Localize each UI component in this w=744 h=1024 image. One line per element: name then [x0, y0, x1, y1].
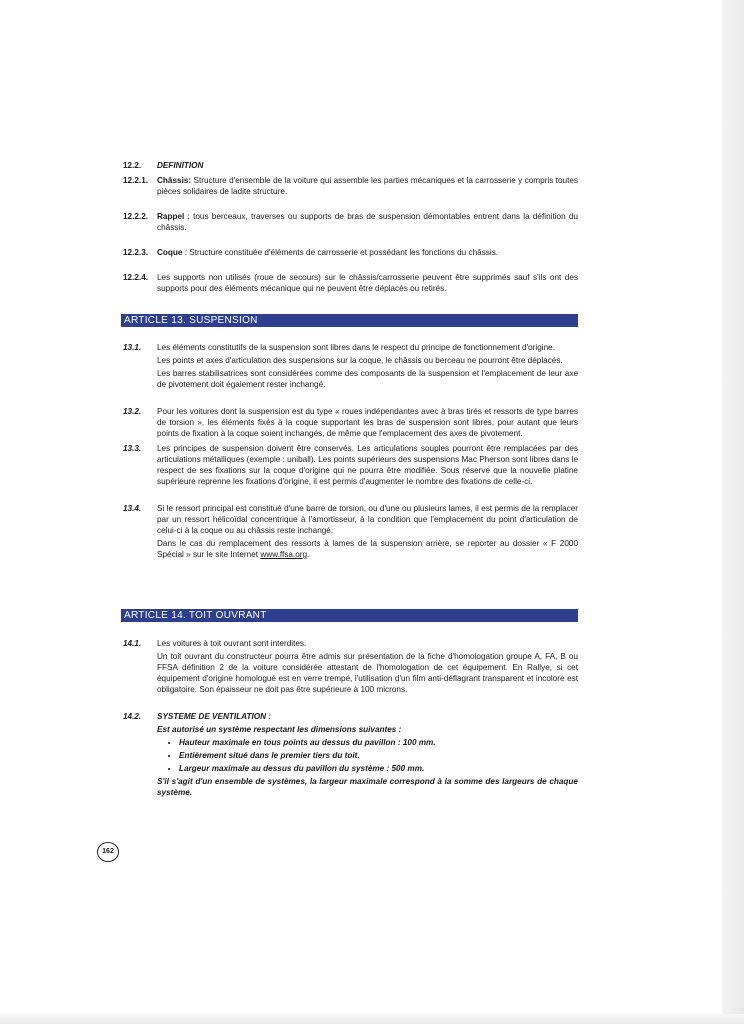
paragraph: Les barres stabilisatrices sont considérées comme des composants de la suspension et l'emplacement de leur axe de pivotement doit également rester inchangé.	[157, 369, 578, 389]
clause-13-3	[123, 443, 578, 489]
clause-number: 13.1.	[123, 343, 142, 352]
article-13-body	[123, 342, 578, 562]
clause-text: Structure d'ensemble de la voiture qui assemble les parties mécaniques et la carrosserie y compris toutes pièces solidaires de ladite structure.	[157, 176, 578, 196]
article-14-body	[123, 638, 578, 800]
term-label: Rappel	[157, 212, 185, 221]
clause-13-1	[123, 342, 578, 392]
clause-number: 12.2.4.	[123, 273, 149, 282]
clause-intro: Est autorisé un système respectant les dimensions suivantes :	[157, 725, 402, 734]
clause-number: 13.4.	[123, 504, 142, 513]
scan-edge-bottom	[0, 1014, 744, 1024]
clause-number: 12.2.3.	[123, 248, 149, 257]
list-item: • Largeur maximale au dessus du pavillon du système : 500 mm.	[179, 763, 578, 774]
clause-text: : tous berceaux, traverses ou supports de bras de suspension démontables entrent dans la définition du châssis.	[157, 212, 578, 232]
paragraph: Les principes de suspension doivent être conservés. Les articulations souples pourront être remplacées par des articulations métalliques (exemple : uniball). Les points supérieurs des suspensions Mac Pherson sont libres dans le respect de ses fixations sur la coque d'origine qui ne pourra être modifiée. Sous réserve que la nouvelle platine supérieure reprenne les fixations d'origine, il est permis d'augmenter le nombre des fixations de celle-ci.	[157, 444, 578, 486]
clause-title: SYSTEME DE VENTILATION :	[157, 712, 272, 721]
clause-number: 13.2.	[123, 407, 142, 416]
term-label: Coque	[157, 248, 183, 257]
clause-text: : Structure constituée d'éléments de carrosserie et possédant les fonctions du châssis.	[182, 248, 499, 257]
page-number: 162	[97, 842, 119, 862]
clause-number: 13.3.	[123, 444, 142, 453]
paragraph: Les éléments constitutifs de la suspension sont libres dans le respect du principe de fonctionnement d'origine.	[157, 343, 555, 352]
clause-number: 14.1.	[123, 639, 142, 648]
paragraph-text: Dans le cas du remplacement des ressorts à lames de la suspension arrière, se reporter au dossier « F 2000 Spécial » sur le site Internet	[157, 539, 578, 559]
clause-12-2-2	[123, 211, 578, 233]
list-item: • Entièrement situé dans le premier tiers du toit.	[179, 750, 578, 761]
section-title: DEFINITION	[157, 161, 204, 170]
clause-13-4	[123, 503, 578, 562]
clause-12-2-3	[123, 247, 578, 258]
ffsa-link[interactable]: www.ffsa.org	[260, 550, 308, 559]
paragraph: Un toit ouvrant du constructeur pourra être admis sur présentation de la fiche d'homologation groupe A, FA, B ou FFSA définition 2 de la voiture considérée attestant de l'homologation de cet équipement. En Rallye, si cet équipement d'origine homologué est en verre trempé, l'utilisation d'un film anti-déflagrant transparent et incolore est obligatoire. Son épaisseur ne doit pas être supérieure à 100 microns.	[157, 652, 578, 694]
article-13-banner: ARTICLE 13. SUSPENSION	[121, 314, 578, 327]
paragraph: Les points et axes d'articulation des suspensions sur la coque, le châssis ou berceau ne pourront être déplacés.	[157, 356, 563, 365]
paragraph-text: .	[307, 550, 310, 559]
clause-13-2	[123, 406, 578, 441]
scan-edge-right	[722, 0, 744, 1024]
clause-text: Les supports non utilisés (roue de secours) sur le châssis/carrosserie peuvent être supprimés sauf s'ils ont des supports pour des éléments mécanique qui ne peuvent être déplacés ou retirés.	[157, 273, 578, 293]
clause-number: 14.2.	[123, 712, 142, 721]
clause-14-1	[123, 638, 578, 697]
clause-12-2-1	[123, 175, 578, 197]
requirements-list	[157, 737, 578, 774]
paragraph	[157, 538, 578, 560]
section-number: 12.2.	[123, 161, 142, 170]
clause-14-2	[123, 711, 578, 800]
clause-closing: S'il s'agit d'un ensemble de systèmes, la largeur maximale correspond à la somme des largeurs de chaque système.	[157, 777, 578, 797]
article-14-banner: ARTICLE 14. TOIT OUVRANT	[121, 609, 578, 622]
clause-12-2-4	[123, 272, 578, 294]
section-12-2	[123, 160, 578, 294]
paragraph: Pour les voitures dont la suspension est du type « roues indépendantes avec à bras tirés et ressorts de type barres de torsion », les éléments fixés à la coque supportant les bras de suspension sont libres, pour autant que leurs points de fixation à la coque soient inchangés, de même que l'emplacement des axes de pivotement.	[157, 407, 578, 438]
clause-number: 12.2.2.	[123, 212, 149, 221]
paragraph: Les voitures à toit ouvrant sont interdites.	[157, 639, 307, 648]
clause-number: 12.2.1.	[123, 176, 149, 185]
paragraph: Si le ressort principal est constitué d'une barre de torsion, ou d'une ou plusieurs lames, il est permis de la remplacer par un ressort hélicoïdal concentrique à l'amortisseur, à la condition que l'emplacement du point d'articulation de celui-ci à la coque ou au châssis reste inchangé.	[157, 504, 578, 535]
list-item: • Hauteur maximale en tous points au dessus du pavillon : 100 mm.	[179, 737, 578, 748]
term-label: Châssis:	[157, 176, 192, 185]
